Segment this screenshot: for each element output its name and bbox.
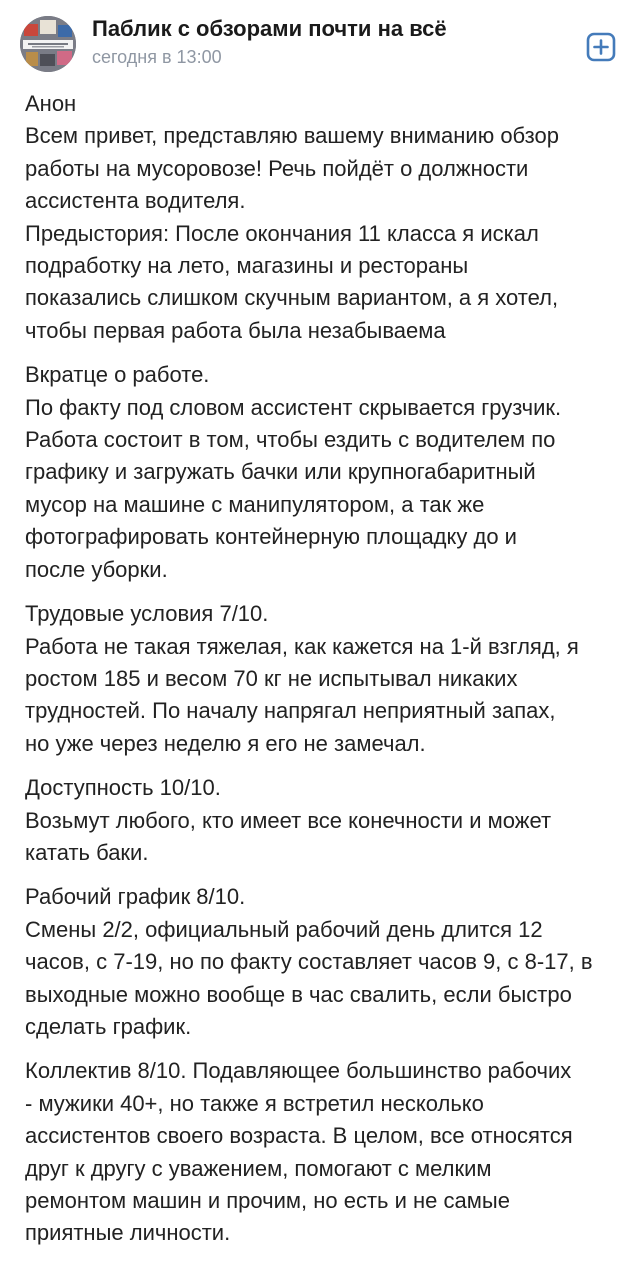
post-line: - мужики 40+, но также я встретил несколько bbox=[25, 1090, 484, 1116]
post-line: друг к другу с уважением, помогают с мелким bbox=[25, 1155, 492, 1181]
post-line: ремонтом машин и прочим, но есть и не самые bbox=[25, 1188, 510, 1213]
post-line: Коллектив 8/10. Подавляющее большинство рабочих bbox=[25, 1058, 572, 1084]
post-line: Анон bbox=[25, 91, 77, 116]
post-line: ростом 185 и весом 70 кг не испытывал никаких bbox=[25, 665, 518, 691]
post-line: Рабочий график 8/10. bbox=[25, 884, 246, 910]
post-paragraph-intro bbox=[25, 88, 625, 347]
plus-square-icon bbox=[586, 32, 616, 62]
post-header bbox=[0, 0, 640, 86]
post-line: По факту под словом ассистент скрывается грузчик. bbox=[25, 394, 562, 420]
post-line: катать баки. bbox=[25, 839, 149, 865]
post-paragraph-accessibility bbox=[25, 772, 625, 869]
avatar-image-icon bbox=[20, 16, 76, 72]
post-line: графику и загружать бачки или крупногабаритный bbox=[25, 459, 536, 485]
post-line: показались слишком скучным вариантом, а я хотел, bbox=[25, 285, 559, 311]
post-time: сегодня в 13:00 bbox=[92, 47, 222, 67]
post-line: часов, с 7-19, но по факту составляет часов 9, с 8-17, в bbox=[25, 949, 593, 975]
post-line: после уборки. bbox=[25, 556, 168, 582]
post-line: Трудовые условия 7/10. bbox=[25, 601, 269, 627]
post-line: трудностей. По началу напрягал неприятный запах, bbox=[25, 698, 556, 724]
post-line: работы на мусоровозе! Речь пойдёт о должности bbox=[25, 155, 529, 181]
post-line: ассистента водителя. bbox=[25, 188, 246, 214]
post-paragraph-team bbox=[25, 1055, 625, 1249]
post-line: Работа состоит в том, чтобы ездить с водителем по bbox=[25, 427, 556, 453]
post-line: Вкратце о работе. bbox=[25, 362, 210, 388]
post-paragraph-conditions bbox=[25, 598, 625, 760]
post-line: Предыстория: После окончания 11 класса я искал bbox=[25, 220, 539, 246]
post-line: приятные личности. bbox=[25, 1220, 231, 1246]
post-line: ассистентов своего возраста. В целом, все относятся bbox=[25, 1123, 573, 1149]
post-line: мусор на машине с манипулятором, а так же bbox=[25, 491, 485, 517]
post-body bbox=[25, 88, 625, 1262]
channel-avatar[interactable] bbox=[20, 16, 76, 72]
post-line: Смены 2/2, официальный рабочий день длится 12 bbox=[25, 916, 543, 942]
post-line: Возьмут любого, кто имеет все конечности и может bbox=[25, 807, 552, 833]
post-line: сделать график. bbox=[25, 1013, 192, 1039]
post-paragraph-summary bbox=[25, 359, 625, 586]
post-line: Всем привет, представляю вашему вниманию обзор bbox=[25, 123, 559, 149]
post-paragraph-schedule bbox=[25, 881, 625, 1043]
post-line: подработку на лето, магазины и рестораны bbox=[25, 253, 469, 279]
post-line: выходные можно вообще в час свалить, если быстро bbox=[25, 981, 572, 1007]
post-line: чтобы первая работа была незабываема bbox=[25, 317, 446, 343]
subscribe-button[interactable] bbox=[586, 32, 616, 62]
post-line: Работа не такая тяжелая, как кажется на 1-й взгляд, я bbox=[25, 633, 579, 659]
post-line: но уже через неделю я его не замечал. bbox=[25, 730, 426, 756]
post-line: фотографировать контейнерную площадку до и bbox=[25, 524, 517, 550]
channel-name[interactable]: Паблик с обзорами почти на всё bbox=[92, 16, 447, 41]
post-line: Доступность 10/10. bbox=[25, 775, 221, 801]
